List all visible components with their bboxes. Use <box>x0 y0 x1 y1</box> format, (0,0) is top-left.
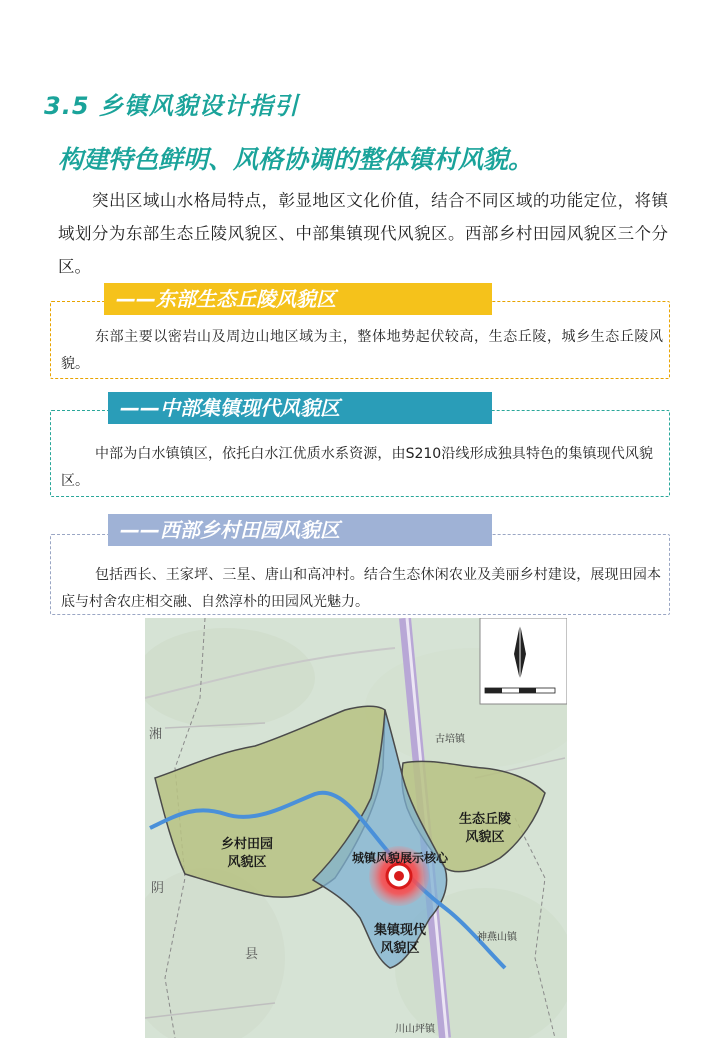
core-label: 城镇风貌展示核心 <box>351 851 449 865</box>
west-zone-banner: ——西部乡村田园风貌区 <box>108 514 492 546</box>
zoning-map-svg <box>145 618 567 1038</box>
west-zone-box <box>50 534 670 615</box>
yin-label: 阴 <box>151 881 165 896</box>
xiang-label: 湘 <box>149 727 163 742</box>
intro-paragraph: 突出区域山水格局特点，彰显地区文化价值，结合不同区域的功能定位，将镇域划分为东部生态丘陵风貌区、中部集镇现代风貌区。西部乡村田园风貌区三个分区。 <box>58 191 668 276</box>
west-zone-text: 包括西长、王家坪、三星、唐山和高冲村。结合生态休闲农业及美丽乡村建设，展现田园本底与村舍农庄相交融、自然淳朴的田园风光魅力。 <box>61 567 661 610</box>
central-zone-label-1: 集镇现代 <box>373 923 427 938</box>
east-zone-banner: ——东部生态丘陵风貌区 <box>104 283 492 315</box>
east-zone-label-2: 风貌区 <box>465 830 505 845</box>
west-zone-label-2: 风貌区 <box>227 855 267 870</box>
central-zone-label-2: 风貌区 <box>380 941 420 956</box>
shenshan-label: 神燕山镇 <box>477 932 517 943</box>
east-zone-label-1: 生态丘陵 <box>458 812 512 827</box>
zoning-map <box>145 618 567 1038</box>
gupei-label: 古培镇 <box>435 734 465 745</box>
section-subtitle: 构建特色鲜明、风格协调的整体镇村风貌。 <box>58 145 534 174</box>
west-zone-label-1: 乡村田园 <box>220 837 274 852</box>
central-zone-banner: ——中部集镇现代风貌区 <box>108 392 492 424</box>
central-zone-text: 中部为白水镇镇区，依托白水江优质水系资源，由S210沿线形成独具特色的集镇现代风貌区。 <box>61 446 653 489</box>
section-title: 3.5 乡镇风貌设计指引 <box>44 92 299 120</box>
xian-label: 县 <box>245 947 259 962</box>
chuanshan-label: 川山坪镇 <box>395 1024 435 1035</box>
east-zone-text: 东部主要以密岩山及周边山地区域为主，整体地势起伏较高，生态丘陵，城乡生态丘陵风貌。 <box>61 329 663 372</box>
